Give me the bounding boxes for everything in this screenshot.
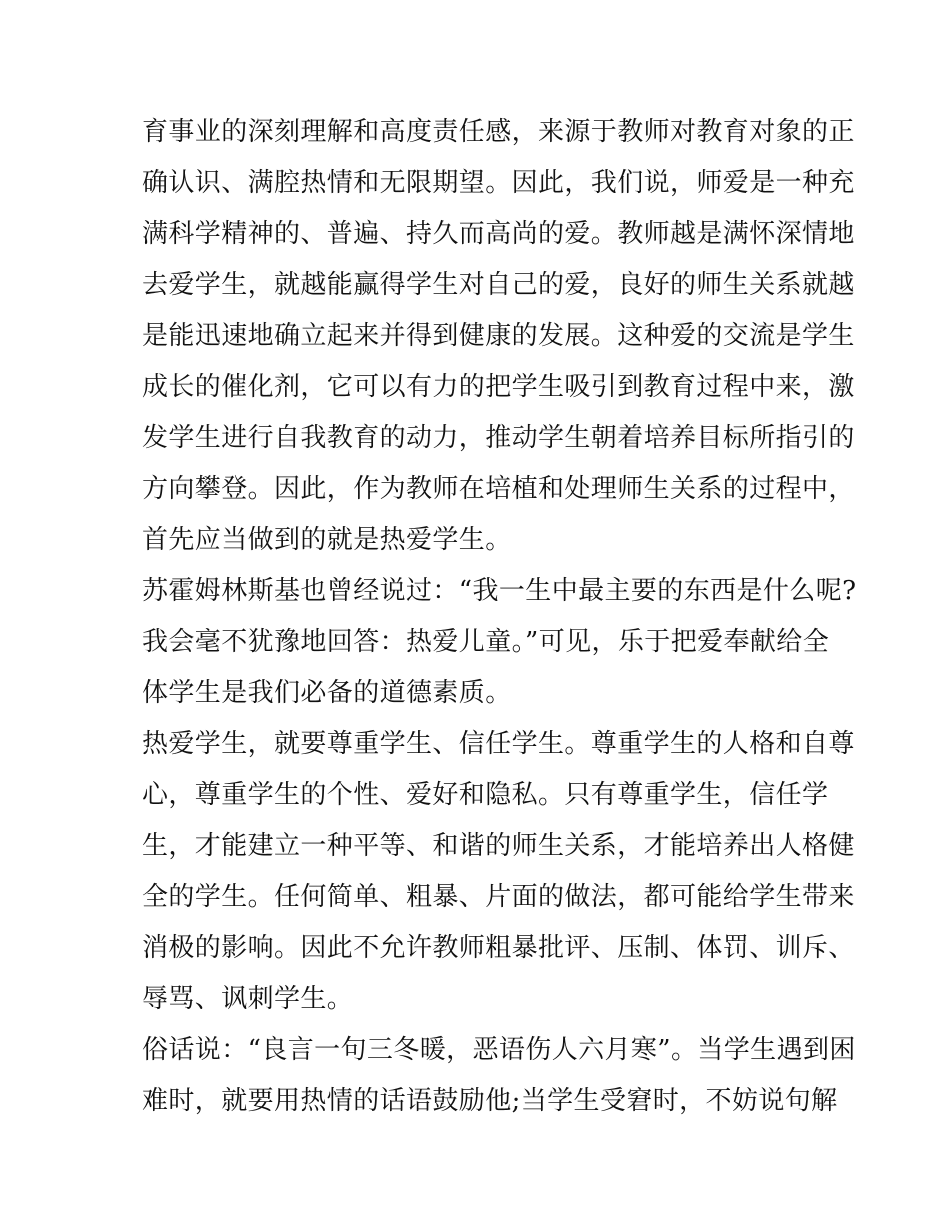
text-line: 心，尊重学生的个性、爱好和隐私。只有尊重学生，信任学 (142, 780, 829, 810)
text-line: 热爱学生，就要尊重学生、信任学生。尊重学生的人格和自尊 (142, 729, 855, 759)
text-line: 育事业的深刻理解和高度责任感，来源于教师对教育对象的正 (142, 117, 855, 147)
text-line: 去爱学生，就越能赢得学生对自己的爱，良好的师生关系就越 (142, 270, 855, 300)
text-line: 全的学生。任何简单、粗暴、片面的做法，都可能给学生带来 (142, 882, 855, 912)
text-line: 成长的催化剂，它可以有力的把学生吸引到教育过程中来，激 (142, 372, 855, 402)
text-line: 辱骂、讽刺学生。 (142, 984, 354, 1014)
text-line: 确认识、满腔热情和无限期望。因此，我们说，师爱是一种充 (142, 168, 855, 198)
text-line: 苏霍姆林斯基也曾经说过：“我一生中最主要的东西是什么呢? (142, 576, 857, 606)
text-line: 发学生进行自我教育的动力，推动学生朝着培养目标所指引的 (142, 423, 855, 453)
text-line: 是能迅速地确立起来并得到健康的发展。这种爱的交流是学生 (142, 321, 855, 351)
text-line: 体学生是我们必备的道德素质。 (142, 678, 512, 708)
text-line: 消极的影响。因此不允许教师粗暴批评、压制、体罚、训斥、 (142, 933, 855, 963)
text-line: 难时，就要用热情的话语鼓励他;当学生受窘时，不妨说句解 (142, 1086, 838, 1116)
text-line: 满科学精神的、普遍、持久而高尚的爱。教师越是满怀深情地 (142, 219, 855, 249)
text-line: 首先应当做到的就是热爱学生。 (142, 525, 512, 555)
text-line: 我会毫不犹豫地回答：热爱儿童。”可见，乐于把爱奉献给全 (142, 627, 830, 657)
body-text (142, 107, 857, 1127)
text-line: 生，才能建立一种平等、和谐的师生关系，才能培养出人格健 (142, 831, 855, 861)
text-line: 俗话说：“良言一句三冬暖，恶语伤人六月寒”。当学生遇到困 (142, 1035, 856, 1065)
text-line: 方向攀登。因此，作为教师在培植和处理师生关系的过程中， (142, 474, 855, 504)
